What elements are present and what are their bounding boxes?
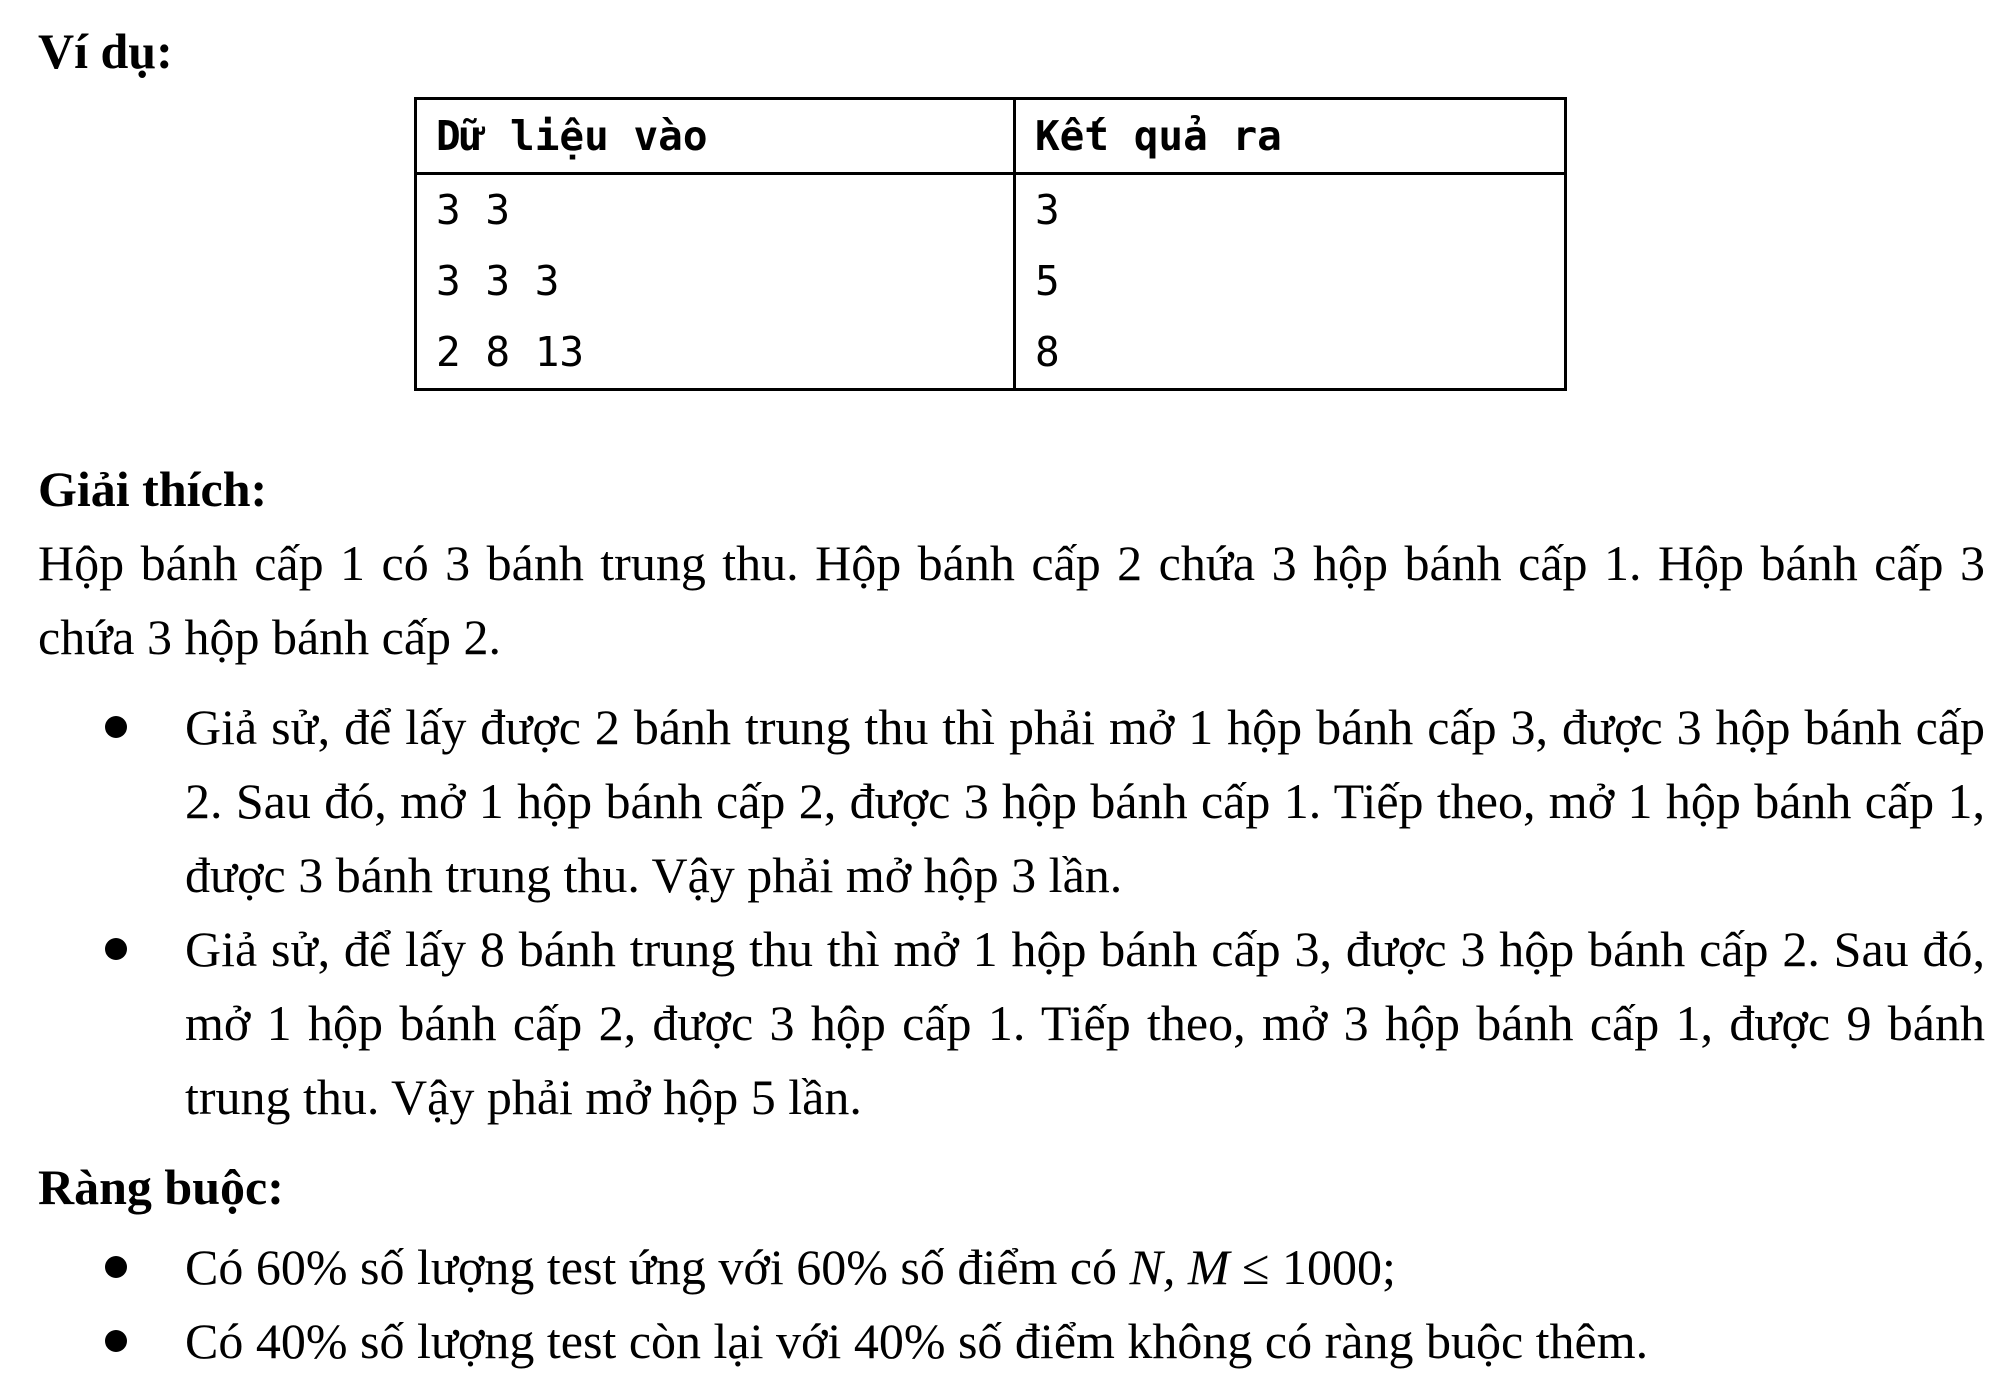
list-item [38,912,1985,1134]
bullet-icon [105,938,127,960]
constraints-heading: Ràng buộc: [38,1159,284,1215]
list-item [38,690,1985,912]
example-heading: Ví dụ: [38,23,173,79]
explanation-list [38,690,1985,1134]
constraint-text: Có 40% số lượng test còn lại với 40% số điểm không có ràng buộc thêm. [185,1313,1649,1369]
explanation-intro: Hộp bánh cấp 1 có 3 bánh trung thu. Hộp bánh cấp 2 chứa 3 hộp bánh cấp 1. Hộp bánh cấp 3 chứa 3 hộp bánh cấp 2. [38,535,1985,665]
sample-io-table [414,97,1567,391]
table-row [416,246,1566,317]
table-row [416,317,1566,390]
constraints-section [38,1150,1985,1378]
constraint-math-vars: N, M [1129,1239,1230,1295]
bullet-icon [105,716,127,738]
bullet-text: Giả sử, để lấy được 2 bánh trung thu thì phải mở 1 hộp bánh cấp 3, được 3 hộp bánh cấp 2. Sau đó, mở 1 hộp bánh cấp 2, được 3 hộp bánh cấp 1. Tiếp theo, mở 1 hộp bánh cấp 1, được 3 bánh trung thu. Vậy phải mở hộp 3 lần. [185,699,1985,903]
table-row [416,174,1566,247]
constraints-list [38,1230,1985,1378]
explanation-heading: Giải thích: [38,461,268,517]
bullet-icon [105,1256,127,1278]
constraint-text: Có 60% số lượng test ứng với 60% số điểm có [185,1239,1130,1295]
table-header-row [416,99,1566,174]
table-header-input: Dữ liệu vào [416,99,1015,174]
list-item [38,1230,1985,1304]
table-cell-output: 5 [1035,257,1060,305]
table-cell-input: 3 3 3 [416,246,1015,317]
bullet-icon [105,1330,127,1352]
table-cell-output: 8 [1035,328,1060,376]
table-cell-input: 3 3 [416,174,1015,247]
list-item [38,1304,1985,1378]
table-cell-input: 2 8 13 [416,317,1015,390]
constraint-math-rest: ≤ 1000; [1229,1239,1396,1295]
explanation-section [38,452,1985,1134]
table-header-output: Kết quả ra [1015,99,1566,174]
table-cell-output: 3 [1035,186,1060,234]
bullet-text: Giả sử, để lấy 8 bánh trung thu thì mở 1 hộp bánh cấp 3, được 3 hộp bánh cấp 2. Sau đó, mở 1 hộp bánh cấp 2, được 3 hộp cấp 1. Tiếp theo, mở 3 hộp bánh cấp 1, được 9 bánh trung thu. Vậy phải mở hộp 5 lần. [185,921,1985,1125]
